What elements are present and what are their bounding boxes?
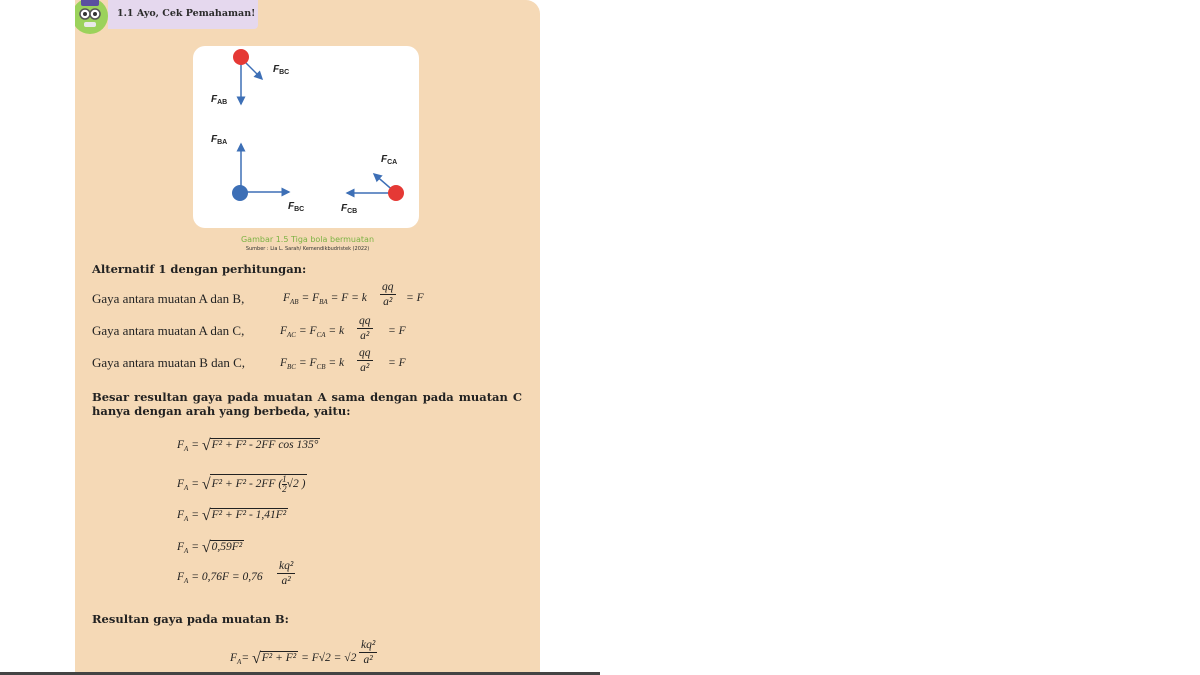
textbook-page (75, 0, 540, 675)
row-ab-equation: $F_{AB} = F_{BA} = F = k$ (283, 292, 367, 306)
row-ab-text: Gaya antara muatan A dan B, (92, 291, 245, 306)
row-bc-text: Gaya antara muatan B dan C, (92, 355, 246, 370)
figure-caption: Gambar 1.5 Tiga bola bermuatan (240, 235, 375, 244)
row-ac-text: Gaya antara muatan A dan C, (92, 323, 245, 338)
figure-three-charges (193, 46, 419, 228)
row-bc-result: = F (388, 357, 406, 369)
robot-mascot-icon (75, 0, 110, 34)
step-5-fraction: $\frac{\text{kq²}}{\text{a²}}$ (279, 560, 294, 587)
charge-c (347, 174, 404, 201)
row-ac-fraction: $\frac{qq}{\text{a²}}$ (359, 315, 371, 342)
row-bc-fraction: $\frac{qq}{\text{a²}}$ (359, 347, 371, 374)
resultan-b-fraction: $\frac{\text{kq²}}{\text{a²}}$ (361, 639, 376, 666)
charge-b (232, 144, 289, 201)
step-2: $F_A = √F^2 + F^2 - 2FF$ ( $\frac{1}{2}$ √2 ) (177, 474, 306, 494)
row-ab-result: = F (406, 292, 424, 304)
step-5: $F_A = 0,76F = 0,76$ (177, 571, 263, 585)
label-fbc-top: $F_{BC}$ (273, 64, 290, 76)
label-fab: $F_{AB}$ (211, 94, 228, 106)
charge-a (233, 49, 262, 104)
row-ac-result: = F (388, 325, 406, 337)
resultan-b-equation: $F_A= √F^2 + F^2 = F√2 = √2$ (230, 650, 357, 667)
step-1: $F_A = √F^2 + F^2 - 2FF$ cos 135° (177, 437, 319, 454)
row-ab-fraction: $\frac{qq}{\text{a²}}$ (382, 281, 394, 308)
label-fca: $F_{CA}$ (381, 154, 398, 166)
label-fba: $F_{BA}$ (211, 134, 228, 146)
alternatif-heading: Alternatif 1 dengan perhitungan: (92, 262, 307, 276)
row-ac-equation: $F_{AC} = F_{CA} = k$ (280, 325, 345, 339)
step-4: $F_A = √0,59F^2$ (177, 539, 243, 556)
section-title: 1.1 Ayo, Cek Pemahaman! (117, 8, 256, 19)
figure-source: Sumber : Lia L. Sarah/ Kemendikbudristek (2022) (245, 246, 370, 252)
row-bc-equation: $F_{BC} = F_{CB} = k$ (280, 357, 345, 371)
resultan-b-heading: Resultan gaya pada muatan B: (92, 612, 289, 626)
label-fbc-bottom: $F_{BC}$ (288, 201, 305, 213)
step-3: $F_A = √F^2 + F^2 - 1,41F^2$ (177, 507, 287, 524)
label-fcb: $F_{CB}$ (341, 203, 358, 215)
resultan-ac-paragraph: Besar resultan gaya pada muatan A sama dengan pada muatan C hanya dengan arah yang berbeda, yaitu: (92, 390, 522, 418)
